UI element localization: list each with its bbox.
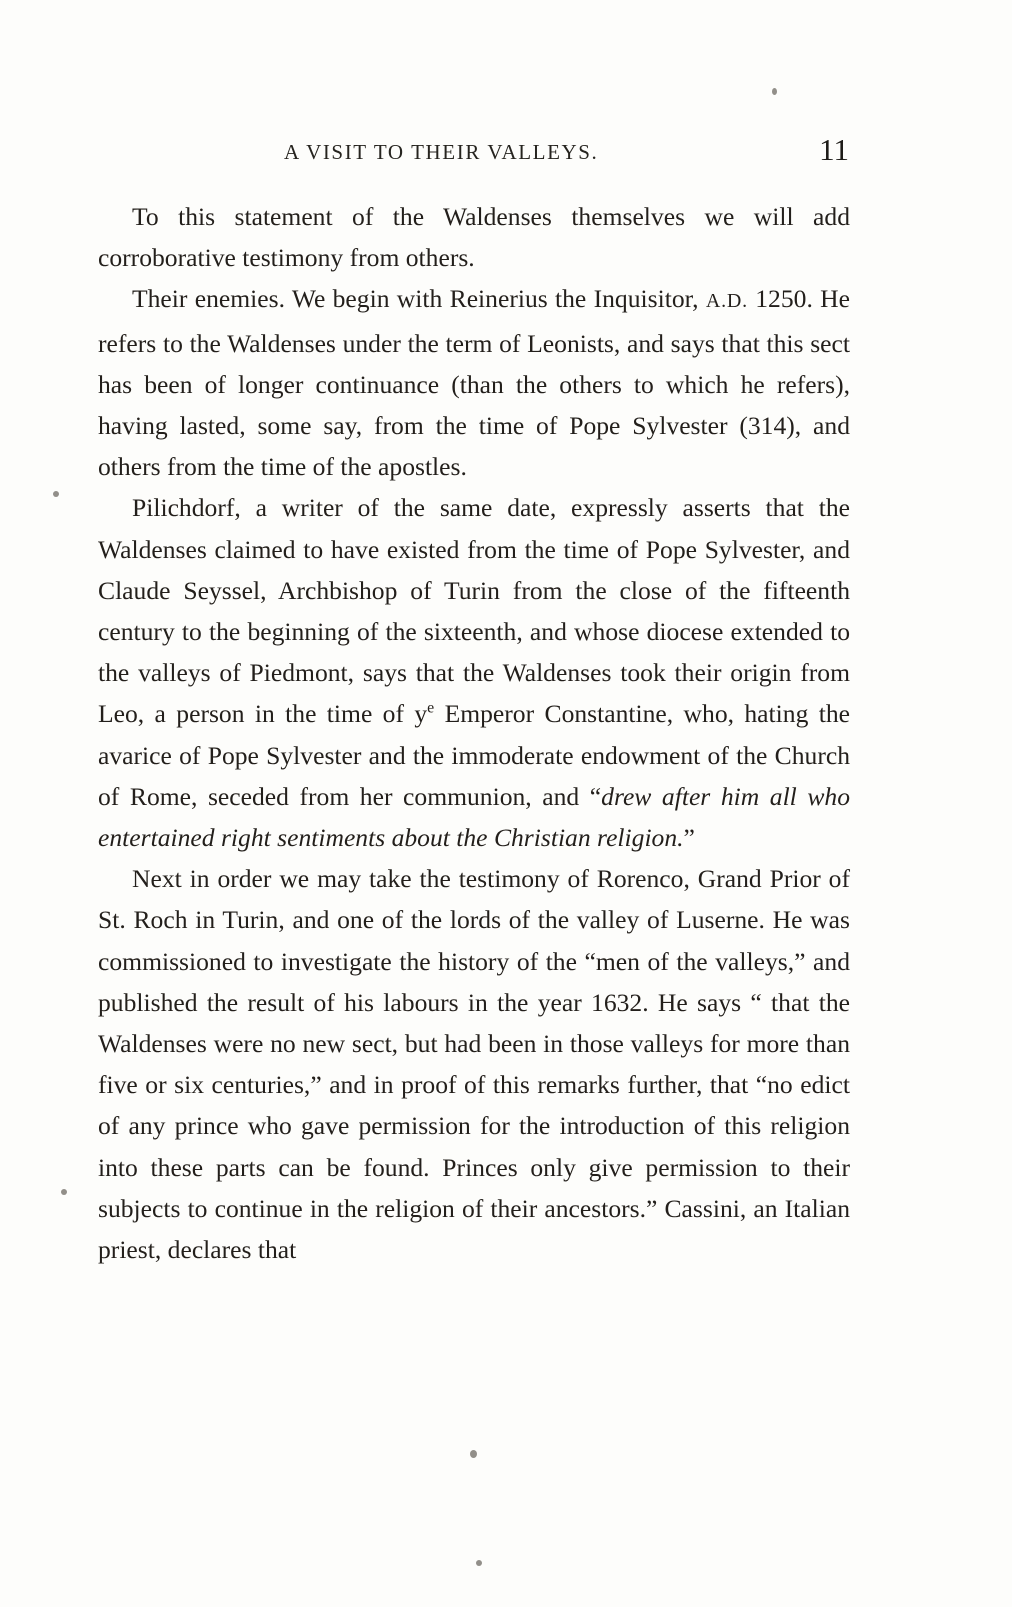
- running-head-title: A VISIT TO THEIR VALLEYS.: [284, 140, 599, 164]
- scan-speck: [772, 88, 777, 95]
- paragraph-2-smallcaps: A.D.: [705, 290, 748, 313]
- page-body: [98, 196, 850, 1270]
- paragraph-3-superscript: e: [427, 699, 435, 717]
- paragraph-3-before-italic: Pilichdorf, a writer of the same date, expressly asserts that the Waldenses claimed to have existed from the time of Pope Sylvester, and Claude Seyssel, Archbishop of Turin from the close of the fifteenth century to the beginning of the sixteenth, and whose diocese extended to the valleys of Piedmont, says that the Waldenses took their origin from Leo, a person in the time of y: [98, 493, 850, 729]
- paragraph-3-middle: Emperor Constantine, who, hating the avarice of Pope Sylvester and the immoderate endowment of the Church of Rome, seceded from her communion, and “: [98, 699, 850, 811]
- scan-speck: [53, 491, 59, 497]
- paragraph-1-text: To this statement of the Waldenses themselves we will add corroborative testimony from others.: [98, 202, 850, 273]
- paragraph-2-rest: 1250. He refers to the Waldenses under the term of Leonists, and says that this sect has been of longer continuance (than the others to which he refers), having lasted, some say, from the time of Pope Sylvester (314), and others from the time of the apostles.: [98, 284, 850, 482]
- paragraph-1: [98, 196, 850, 278]
- paragraph-2-lead: Their enemies. We begin with Reinerius the Inquisitor,: [132, 284, 699, 314]
- scan-speck: [61, 1189, 67, 1195]
- paragraph-3-italic-quote: drew after him all who entertained right sentiments about the Christian religion.: [98, 781, 851, 853]
- paragraph-3-after-italic: ”: [683, 823, 695, 853]
- paragraph-4-text: Next in order we may take the testimony of Rorenco, Grand Prior of St. Roch in Turin, and one of the lords of the valley of Luserne. He was commissioned to investigate the history of the “men of the valleys,” and published the result of his labours in the year 1632. He says “ that the Waldenses were no new sect, but had been in those valleys for more than five or six centuries,” and in proof of this remarks further, that “no edict of any prince who gave permission for the introduction of this religion into these parts can be found. Princes only give permission to their subjects to continue in the religion of their ancestors.” Cassini, an Italian priest, declares that: [98, 864, 850, 1265]
- paragraph-4: [98, 858, 850, 1270]
- scan-speck: [476, 1560, 482, 1566]
- running-head: [0, 132, 1012, 174]
- paragraph-2: [98, 278, 850, 487]
- paragraph-3: [98, 487, 850, 858]
- scan-speck: [470, 1450, 477, 1458]
- page-number: 11: [819, 132, 849, 167]
